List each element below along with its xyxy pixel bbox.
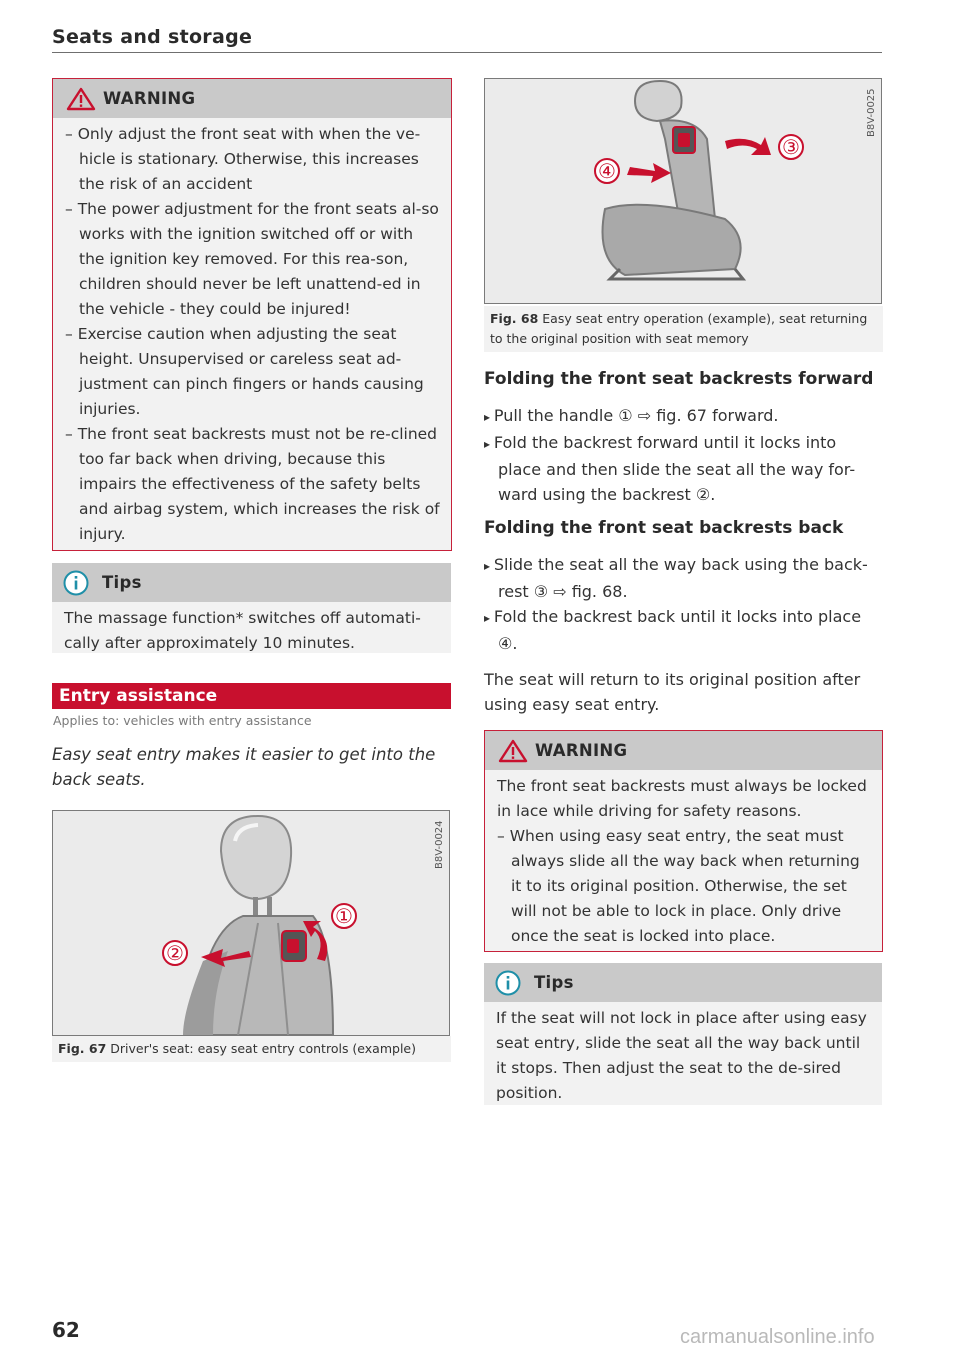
tips-text: The massage function* switches off automati-cally after approximately 10 minutes. — [64, 609, 421, 652]
figure-label: Fig. 67 — [58, 1041, 107, 1056]
tips-title: Tips — [102, 573, 142, 592]
figure-code: B8V-0024 — [434, 820, 445, 869]
warning-header — [485, 731, 882, 770]
subheading-fold-forward: Folding the front seat backrests forward — [484, 369, 874, 389]
info-icon — [494, 969, 522, 997]
step-item: ▸ Pull the handle ① ⇨ fig. 67 forward. — [484, 403, 869, 430]
warning-body — [53, 118, 451, 553]
tips-header — [484, 963, 882, 1002]
figure-67-illustration — [52, 810, 450, 1036]
warning-text: The front seat backrests must always be locked in lace while driving for safety reasons. — [497, 777, 867, 820]
warning-box-2 — [484, 730, 883, 952]
warning-item: – When using easy seat entry, the seat must always slide all the way back when returning it to its original position. Otherwise, the set will not be able to lock in place. Only drive once the seat is locked into place. — [497, 824, 870, 949]
subheading-fold-back: Folding the front seat backrests back — [484, 518, 844, 538]
tips-title: Tips — [534, 973, 574, 992]
section-intro: Easy seat entry makes it easier to get into the back seats. — [52, 745, 436, 789]
tips-body — [484, 1002, 882, 1112]
figure-caption-text: Driver's seat: easy seat entry controls (example) — [110, 1041, 416, 1056]
page-header-title: Seats and storage — [52, 26, 253, 48]
tips-box-2 — [484, 963, 882, 1105]
warning-title: WARNING — [535, 741, 628, 760]
steps-fold-forward — [484, 403, 869, 507]
tips-text: If the seat will not lock in place after using easy seat entry, slide the seat all the way back until it stops. Then adjust the seat to the de-sired position. — [496, 1009, 867, 1102]
warning-triangle-icon — [498, 739, 528, 763]
after-note: The seat will return to its original position after using easy seat entry. — [484, 670, 861, 714]
steps-fold-back — [484, 552, 869, 656]
warning-item: – Only adjust the front seat with when the ve-hicle is stationary. Otherwise, this increases the risk of an accident — [65, 122, 441, 197]
tips-box-1 — [52, 563, 451, 653]
warning-body — [485, 770, 882, 955]
site-watermark: carmanualsonline.info — [680, 1326, 875, 1348]
step-item: ▸ Fold the backrest forward until it locks into place and then slide the seat all the way for-ward using the backrest ②. — [484, 430, 869, 507]
step-item: ▸ Fold the backrest back until it locks into place ④. — [484, 604, 869, 656]
warning-title: WARNING — [103, 89, 196, 108]
figure-67-caption — [52, 1036, 451, 1062]
easy-entry-seat-illustration — [485, 79, 881, 303]
tips-header — [52, 563, 451, 602]
warning-triangle-icon — [66, 87, 96, 111]
figure-68-illustration — [484, 78, 882, 304]
figure-caption-text: Easy seat entry operation (example), seat returning to the original position with seat memory — [490, 311, 868, 346]
page-number: 62 — [52, 1318, 80, 1342]
info-icon — [62, 569, 90, 597]
applies-to-note: Applies to: vehicles with entry assistance — [53, 713, 312, 728]
step-item: ▸ Slide the seat all the way back using the back-rest ③ ⇨ fig. 68. — [484, 552, 869, 604]
warning-header — [53, 79, 451, 118]
warning-box-1 — [52, 78, 452, 551]
tips-body — [52, 602, 451, 662]
figure-code: B8V-0025 — [866, 88, 877, 137]
figure-68-caption — [484, 306, 883, 352]
warning-item: – Exercise caution when adjusting the seat height. Unsupervised or careless seat ad-justment can pinch fingers or hands causing injuries. — [65, 322, 441, 422]
callout-2: ② — [166, 941, 184, 965]
callout-4: ④ — [598, 159, 616, 183]
header-divider — [52, 52, 882, 53]
warning-item: – The power adjustment for the front seats al-so works with the ignition switched off or with the ignition key removed. For this rea-son, children should never be left unattend-ed in the vehicle - they could be injured! — [65, 197, 441, 322]
callout-1: ① — [335, 904, 353, 928]
figure-label: Fig. 68 — [490, 311, 539, 326]
section-title-entry-assistance: Entry assistance — [52, 683, 451, 709]
driver-seat-illustration — [53, 811, 449, 1035]
callout-3: ③ — [782, 135, 800, 159]
warning-item: – The front seat backrests must not be re-clined too far back when driving, because this impairs the effectiveness of the safety belts and airbag system, which increases the risk of injury. — [65, 422, 441, 547]
